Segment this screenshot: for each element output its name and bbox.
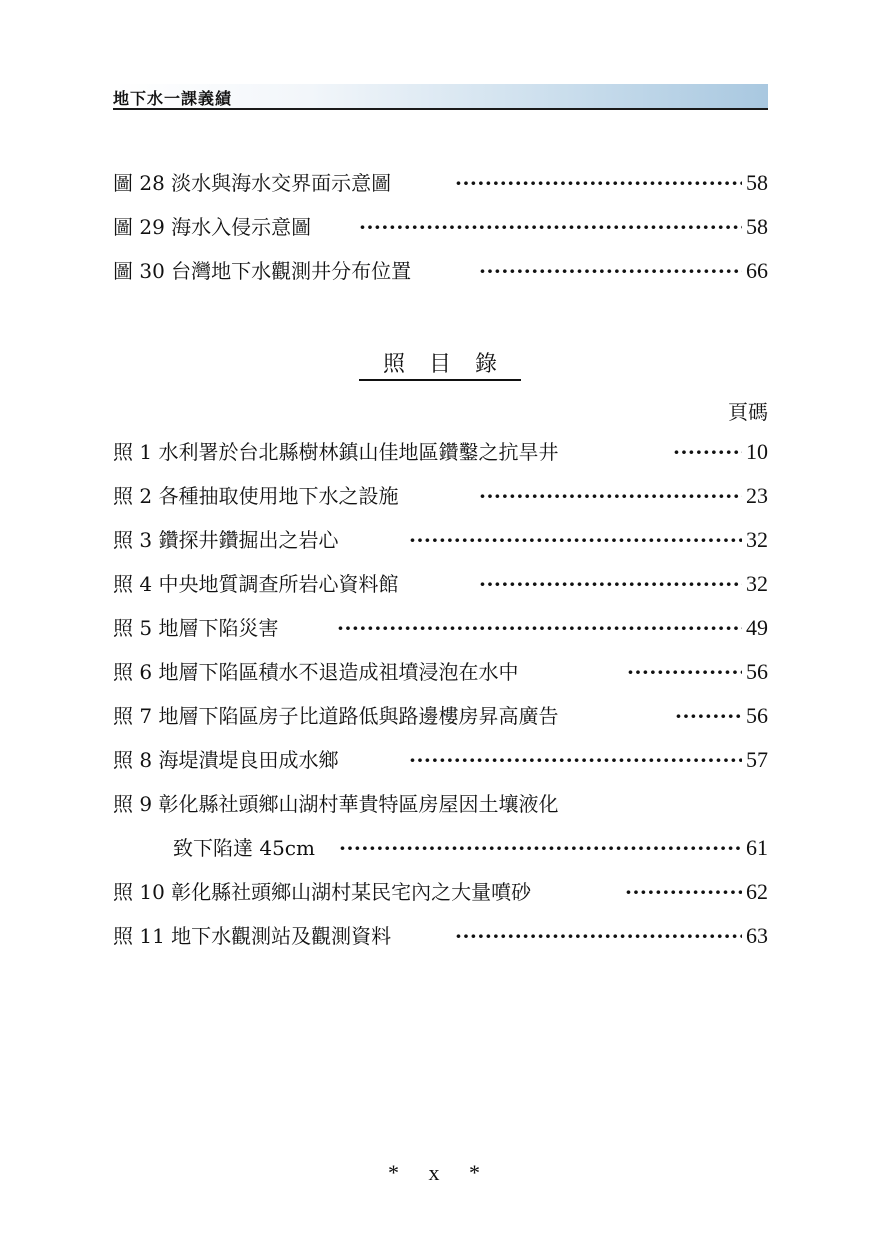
toc-entry-page: 32 bbox=[746, 571, 768, 596]
toc-entry-label: 照 10 彰化縣社頭鄉山湖村某民宅內之大量噴砂 bbox=[113, 880, 532, 904]
toc-entry-label: 圖 29 海水入侵示意圖 bbox=[113, 215, 312, 239]
toc-entry-label: 照 3 鑽探井鑽掘出之岩心 bbox=[113, 528, 339, 552]
toc-leader-dots bbox=[339, 833, 742, 863]
toc-leader-dots bbox=[625, 877, 742, 907]
toc-figure-entry[interactable] bbox=[113, 212, 768, 242]
toc-photo-entry[interactable] bbox=[113, 613, 768, 643]
toc-photo-entry[interactable] bbox=[113, 877, 768, 907]
toc-leader-dots bbox=[479, 256, 742, 286]
toc-photo-entry[interactable] bbox=[113, 481, 768, 511]
toc-entry-page: 58 bbox=[746, 170, 768, 195]
toc-entry-label: 照 4 中央地質調查所岩心資料館 bbox=[113, 572, 399, 596]
section-title bbox=[0, 347, 880, 378]
toc-figure-entry[interactable] bbox=[113, 168, 768, 198]
header-rule bbox=[113, 108, 768, 110]
toc-photo-entry[interactable] bbox=[113, 657, 768, 687]
toc-entry-page: 49 bbox=[746, 615, 768, 640]
toc-entry-page: 56 bbox=[746, 703, 768, 728]
toc-entry-page: 62 bbox=[746, 879, 768, 904]
toc-leader-dots bbox=[627, 657, 742, 687]
toc-entry-page: 61 bbox=[746, 835, 768, 860]
toc-leader-dots bbox=[455, 168, 742, 198]
toc-leader-dots bbox=[359, 212, 742, 242]
toc-entry-page: 66 bbox=[746, 258, 768, 283]
toc-entry-label: 照 6 地層下陷區積水不退造成祖墳浸泡在水中 bbox=[113, 660, 519, 684]
toc-entry-label: 圖 28 淡水與海水交界面示意圖 bbox=[113, 171, 392, 195]
toc-entry-label: 致下陷達 45cm bbox=[173, 836, 315, 860]
toc-figure-entry[interactable] bbox=[113, 256, 768, 286]
toc-leader-dots bbox=[409, 525, 742, 555]
toc-photo-entry[interactable] bbox=[113, 701, 768, 731]
toc-entry-label: 照 7 地層下陷區房子比道路低與路邊樓房昇高廣告 bbox=[113, 704, 559, 728]
toc-leader-dots bbox=[455, 921, 742, 951]
toc-photo-entry[interactable] bbox=[113, 789, 768, 819]
toc-leader-dots bbox=[479, 481, 742, 511]
toc-photo-entry[interactable] bbox=[113, 569, 768, 599]
toc-leader-dots bbox=[337, 613, 742, 643]
toc-entry-label: 照 11 地下水觀測站及觀測資料 bbox=[113, 924, 392, 948]
toc-entry-label: 照 9 彰化縣社頭鄉山湖村華貴特區房屋因土壤液化 bbox=[113, 792, 559, 816]
page-column-label: 頁碼 bbox=[728, 400, 768, 424]
toc-entry-label: 圖 30 台灣地下水觀測井分布位置 bbox=[113, 259, 412, 283]
toc-leader-dots bbox=[479, 569, 742, 599]
toc-leader-dots bbox=[673, 437, 742, 467]
toc-entry-page: 57 bbox=[746, 747, 768, 772]
toc-leader-dots bbox=[409, 745, 742, 775]
page-number-footer: * x * bbox=[388, 1160, 492, 1185]
toc-entry-page: 23 bbox=[746, 483, 768, 508]
section-title-text: 照目錄 bbox=[359, 352, 521, 381]
toc-entry-page: 56 bbox=[746, 659, 768, 684]
toc-leader-dots bbox=[675, 701, 742, 731]
toc-photo-entry[interactable] bbox=[113, 525, 768, 555]
toc-entry-page: 58 bbox=[746, 214, 768, 239]
toc-entry-label: 照 5 地層下陷災害 bbox=[113, 616, 279, 640]
toc-entry-page: 63 bbox=[746, 923, 768, 948]
toc-entry-label: 照 8 海堤潰堤良田成水鄉 bbox=[113, 748, 339, 772]
toc-photo-entry[interactable] bbox=[113, 437, 768, 467]
toc-entry-label: 照 1 水利署於台北縣樹林鎮山佳地區鑽鑿之抗旱井 bbox=[113, 440, 559, 464]
toc-entry-page: 10 bbox=[746, 439, 768, 464]
toc-photo-entry-continuation[interactable] bbox=[113, 833, 768, 863]
running-header-title: 地下水一課義績 bbox=[113, 89, 233, 108]
toc-entry-label: 照 2 各種抽取使用地下水之設施 bbox=[113, 484, 399, 508]
toc-entry-page: 32 bbox=[746, 527, 768, 552]
toc-photo-entry[interactable] bbox=[113, 921, 768, 951]
toc-photo-entry[interactable] bbox=[113, 745, 768, 775]
